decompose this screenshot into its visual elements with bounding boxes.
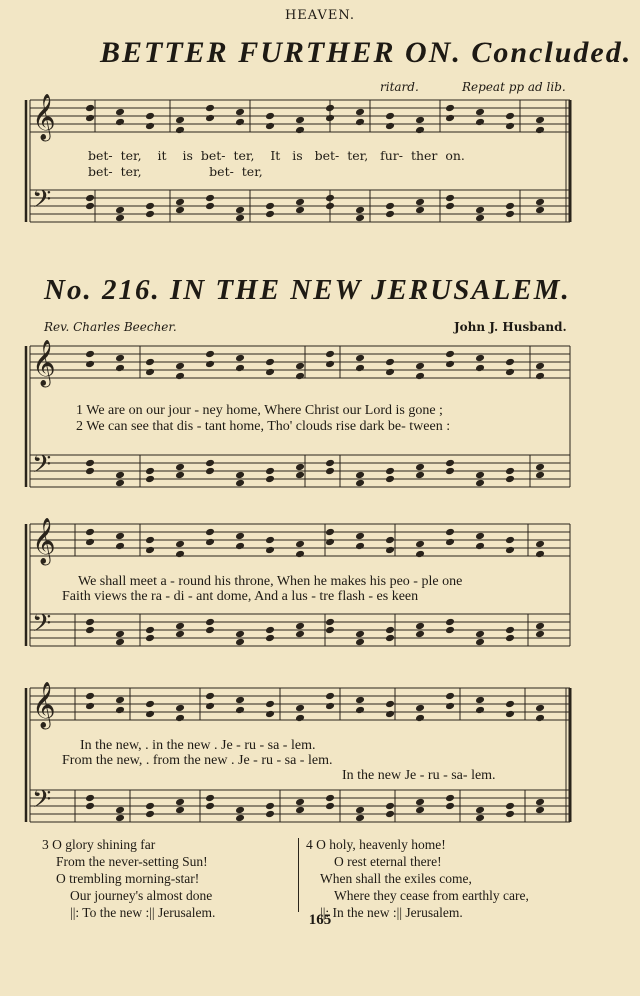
note-head — [295, 372, 305, 381]
note-head — [265, 634, 275, 643]
note-head — [385, 810, 395, 819]
verse-4: 4 O holy, heavenly home! O rest eternal there! When shall the exiles come, Where they cease from earthly care, ||: In the new :|| Jerusalem. — [306, 837, 529, 920]
note-head — [115, 118, 125, 127]
note-head — [295, 704, 305, 713]
note-head — [295, 471, 305, 480]
note-head — [355, 479, 365, 488]
note-head — [505, 202, 515, 211]
note-head — [115, 814, 125, 823]
note-head — [175, 206, 185, 215]
note-head — [235, 696, 245, 705]
note-head — [175, 116, 185, 125]
note-head — [415, 362, 425, 371]
note-head — [175, 198, 185, 207]
note-head — [415, 126, 425, 135]
note-head — [475, 479, 485, 488]
note-head — [115, 471, 125, 480]
note-head — [415, 206, 425, 215]
note-head — [535, 630, 545, 639]
note-head — [505, 536, 515, 545]
note-head — [295, 116, 305, 125]
note-head — [415, 806, 425, 815]
note-head — [325, 538, 335, 547]
note-head — [535, 206, 545, 215]
verse-3: 3 O glory shining far From the never-setting Sun! O trembling morning-star! Our journey's almost done ||: To the new :|| Jerusalem. — [42, 837, 216, 920]
note-head — [505, 210, 515, 219]
marking-ritard: ritard. — [380, 80, 419, 94]
note-head — [115, 479, 125, 488]
note-head — [355, 354, 365, 363]
note-head — [235, 806, 245, 815]
note-head — [85, 618, 95, 627]
note-head — [445, 114, 455, 123]
note-head — [385, 700, 395, 709]
note-head — [145, 475, 155, 484]
note-head — [235, 542, 245, 551]
note-head — [475, 354, 485, 363]
note-head — [205, 528, 215, 537]
note-head — [445, 528, 455, 537]
note-head — [235, 118, 245, 127]
note-head — [175, 471, 185, 480]
note-head — [175, 362, 185, 371]
note-head — [235, 630, 245, 639]
note-head — [385, 546, 395, 555]
note-head — [415, 463, 425, 472]
note-head — [265, 112, 275, 121]
note-head — [505, 626, 515, 635]
note-head — [445, 794, 455, 803]
note-head — [535, 372, 545, 381]
system2-verse2: Faith views the ra - di - ant dome, And a lus - tre flash - es keen — [62, 589, 419, 604]
note-head — [415, 550, 425, 559]
note-head — [145, 536, 155, 545]
words-credit: Rev. Charles Beecher. — [44, 320, 177, 334]
note-head — [235, 108, 245, 117]
note-head — [115, 806, 125, 815]
note-head — [505, 710, 515, 719]
note-head — [355, 108, 365, 117]
note-head — [85, 702, 95, 711]
note-head — [205, 194, 215, 203]
note-head — [535, 362, 545, 371]
note-head — [145, 700, 155, 709]
note-head — [325, 528, 335, 537]
clef-symbol: 𝄢 — [32, 185, 52, 220]
note-head — [415, 622, 425, 631]
note-head — [355, 696, 365, 705]
note-head — [295, 463, 305, 472]
note-head — [415, 198, 425, 207]
note-head — [385, 210, 395, 219]
note-head — [295, 714, 305, 723]
note-head — [475, 814, 485, 823]
note-head — [205, 702, 215, 711]
note-head — [295, 622, 305, 631]
note-head — [265, 475, 275, 484]
note-head — [205, 626, 215, 635]
note-head — [505, 475, 515, 484]
note-head — [115, 542, 125, 551]
note-head — [235, 214, 245, 223]
note-head — [115, 706, 125, 715]
note-head — [535, 126, 545, 135]
note-head — [355, 814, 365, 823]
note-head — [475, 630, 485, 639]
note-head — [85, 538, 95, 547]
note-head — [205, 794, 215, 803]
note-head — [145, 802, 155, 811]
note-head — [175, 630, 185, 639]
note-head — [355, 214, 365, 223]
note-head — [385, 358, 395, 367]
note-head — [325, 194, 335, 203]
note-head — [475, 806, 485, 815]
note-head — [265, 700, 275, 709]
note-head — [295, 198, 305, 207]
note-head — [415, 116, 425, 125]
note-head — [475, 532, 485, 541]
note-head — [265, 802, 275, 811]
note-head — [325, 702, 335, 711]
note-head — [445, 459, 455, 468]
system3-line1: In the new, . in the new . Je - ru - sa - lem. — [80, 738, 316, 753]
note-head — [385, 112, 395, 121]
note-head — [445, 626, 455, 635]
note-head — [265, 210, 275, 219]
note-head — [535, 806, 545, 815]
note-head — [115, 630, 125, 639]
note-head — [475, 364, 485, 373]
hymn-title-better-further-on: BETTER FURTHER ON. Concluded. — [100, 36, 633, 69]
note-head — [115, 214, 125, 223]
note-head — [355, 638, 365, 647]
note-head — [325, 459, 335, 468]
system3-line2: From the new, . from the new . Je - ru - sa - lem. — [62, 753, 333, 768]
note-head — [385, 802, 395, 811]
note-head — [85, 350, 95, 359]
note-head — [355, 806, 365, 815]
note-head — [385, 202, 395, 211]
note-head — [265, 122, 275, 131]
note-head — [85, 104, 95, 113]
note-head — [175, 798, 185, 807]
note-head — [535, 471, 545, 480]
note-head — [205, 202, 215, 211]
system3-line3: In the new Je - ru - sa- lem. — [342, 768, 496, 783]
note-head — [535, 622, 545, 631]
note-head — [445, 692, 455, 701]
note-head — [85, 202, 95, 211]
page-number: 165 — [308, 912, 332, 928]
note-head — [115, 354, 125, 363]
note-head — [295, 362, 305, 371]
note-head — [325, 467, 335, 476]
note-head — [385, 475, 395, 484]
note-head — [505, 122, 515, 131]
note-head — [85, 114, 95, 123]
note-head — [445, 202, 455, 211]
note-head — [325, 360, 335, 369]
note-head — [175, 806, 185, 815]
note-head — [145, 634, 155, 643]
verse-divider — [298, 838, 299, 912]
note-head — [235, 471, 245, 480]
note-head — [145, 202, 155, 211]
note-head — [415, 372, 425, 381]
note-head — [355, 532, 365, 541]
note-head — [475, 471, 485, 480]
hymn-title-new-jerusalem: No. 216. IN THE NEW JERUSALEM. — [44, 274, 571, 306]
clef-symbol: 𝄞 — [32, 518, 56, 564]
note-head — [475, 542, 485, 551]
note-head — [355, 206, 365, 215]
note-head — [475, 108, 485, 117]
note-head — [235, 532, 245, 541]
note-head — [205, 459, 215, 468]
note-head — [175, 463, 185, 472]
note-head — [265, 710, 275, 719]
note-head — [205, 360, 215, 369]
note-head — [325, 794, 335, 803]
note-head — [205, 114, 215, 123]
note-head — [475, 696, 485, 705]
note-head — [295, 206, 305, 215]
note-head — [355, 471, 365, 480]
note-head — [415, 471, 425, 480]
note-head — [145, 368, 155, 377]
note-head — [535, 798, 545, 807]
note-head — [175, 372, 185, 381]
note-head — [115, 364, 125, 373]
note-head — [505, 112, 515, 121]
note-head — [385, 710, 395, 719]
note-head — [355, 630, 365, 639]
note-head — [145, 546, 155, 555]
note-head — [475, 214, 485, 223]
note-head — [325, 692, 335, 701]
note-head — [175, 704, 185, 713]
note-head — [325, 104, 335, 113]
note-head — [115, 638, 125, 647]
note-head — [265, 467, 275, 476]
note-head — [265, 202, 275, 211]
clef-symbol: 𝄞 — [32, 682, 56, 728]
note-head — [415, 630, 425, 639]
note-head — [115, 532, 125, 541]
system2-verse1: We shall meet a - round his throne, When he makes his peo - ple one — [78, 574, 463, 589]
marking-repeat: Repeat pp ad lib. — [462, 80, 566, 94]
note-head — [205, 538, 215, 547]
note-head — [205, 692, 215, 701]
note-head — [205, 350, 215, 359]
music-credit: John J. Husband. — [454, 320, 567, 334]
note-head — [325, 618, 335, 627]
note-head — [325, 114, 335, 123]
note-head — [85, 528, 95, 537]
note-head — [355, 364, 365, 373]
note-head — [115, 206, 125, 215]
note-head — [505, 700, 515, 709]
note-head — [145, 810, 155, 819]
note-head — [295, 798, 305, 807]
note-head — [385, 467, 395, 476]
note-head — [175, 622, 185, 631]
note-head — [145, 112, 155, 121]
note-head — [235, 638, 245, 647]
note-head — [445, 194, 455, 203]
note-head — [475, 638, 485, 647]
system1-verse2: 2 We can see that dis - tant home, Tho' clouds rise dark be- tween : — [76, 419, 451, 434]
note-head — [175, 126, 185, 135]
note-head — [445, 802, 455, 811]
note-head — [175, 714, 185, 723]
note-head — [535, 550, 545, 559]
clef-symbol: 𝄢 — [32, 450, 52, 485]
running-head: HEAVEN. — [284, 8, 356, 23]
note-head — [355, 706, 365, 715]
clef-symbol: 𝄢 — [32, 785, 52, 820]
clef-symbol: 𝄞 — [32, 94, 56, 140]
note-head — [295, 806, 305, 815]
note-head — [265, 546, 275, 555]
note-head — [145, 210, 155, 219]
hymn-a-lyrics-line2: bet- ter, bet- ter, — [88, 164, 263, 179]
note-head — [265, 368, 275, 377]
note-head — [145, 710, 155, 719]
note-head — [415, 798, 425, 807]
note-head — [355, 542, 365, 551]
note-head — [85, 467, 95, 476]
note-head — [505, 810, 515, 819]
note-head — [175, 540, 185, 549]
note-head — [205, 467, 215, 476]
note-head — [145, 626, 155, 635]
note-head — [145, 358, 155, 367]
note-head — [535, 540, 545, 549]
note-head — [505, 368, 515, 377]
note-head — [235, 354, 245, 363]
note-head — [445, 360, 455, 369]
note-head — [325, 350, 335, 359]
note-head — [475, 118, 485, 127]
note-head — [325, 202, 335, 211]
note-head — [265, 536, 275, 545]
note-head — [235, 706, 245, 715]
note-head — [85, 794, 95, 803]
note-head — [535, 714, 545, 723]
note-head — [505, 467, 515, 476]
note-head — [415, 714, 425, 723]
note-head — [535, 463, 545, 472]
note-head — [445, 618, 455, 627]
note-head — [85, 626, 95, 635]
note-head — [415, 704, 425, 713]
note-head — [295, 550, 305, 559]
note-head — [85, 459, 95, 468]
note-head — [445, 702, 455, 711]
note-head — [295, 540, 305, 549]
note-head — [265, 810, 275, 819]
note-head — [145, 122, 155, 131]
note-head — [445, 104, 455, 113]
note-head — [445, 350, 455, 359]
note-head — [535, 198, 545, 207]
note-head — [85, 360, 95, 369]
note-head — [325, 626, 335, 635]
note-head — [535, 704, 545, 713]
note-head — [505, 634, 515, 643]
note-head — [235, 814, 245, 823]
note-head — [295, 126, 305, 135]
note-head — [235, 364, 245, 373]
note-head — [475, 206, 485, 215]
note-head — [475, 706, 485, 715]
note-head — [385, 626, 395, 635]
note-head — [265, 626, 275, 635]
note-head — [385, 634, 395, 643]
note-head — [235, 479, 245, 488]
hymn-a-lyrics-line1: bet- ter, it is bet- ter, It is bet- ter, fur- ther on. — [88, 148, 465, 163]
note-head — [265, 358, 275, 367]
note-head — [85, 194, 95, 203]
note-head — [385, 122, 395, 131]
system1-verse1: 1 We are on our jour - ney home, Where Christ our Lord is gone ; — [76, 403, 443, 418]
note-head — [85, 692, 95, 701]
clef-symbol: 𝄢 — [32, 609, 52, 644]
note-head — [535, 116, 545, 125]
note-head — [325, 802, 335, 811]
note-head — [505, 358, 515, 367]
note-head — [445, 538, 455, 547]
note-head — [505, 802, 515, 811]
note-head — [205, 802, 215, 811]
note-head — [505, 546, 515, 555]
note-head — [175, 550, 185, 559]
note-head — [355, 118, 365, 127]
note-head — [205, 104, 215, 113]
note-head — [445, 467, 455, 476]
note-head — [385, 368, 395, 377]
note-head — [385, 536, 395, 545]
note-head — [145, 467, 155, 476]
note-head — [115, 108, 125, 117]
note-head — [205, 618, 215, 627]
note-head — [415, 540, 425, 549]
note-head — [235, 206, 245, 215]
note-head — [85, 802, 95, 811]
clef-symbol: 𝄞 — [32, 340, 56, 386]
note-head — [295, 630, 305, 639]
note-head — [115, 696, 125, 705]
